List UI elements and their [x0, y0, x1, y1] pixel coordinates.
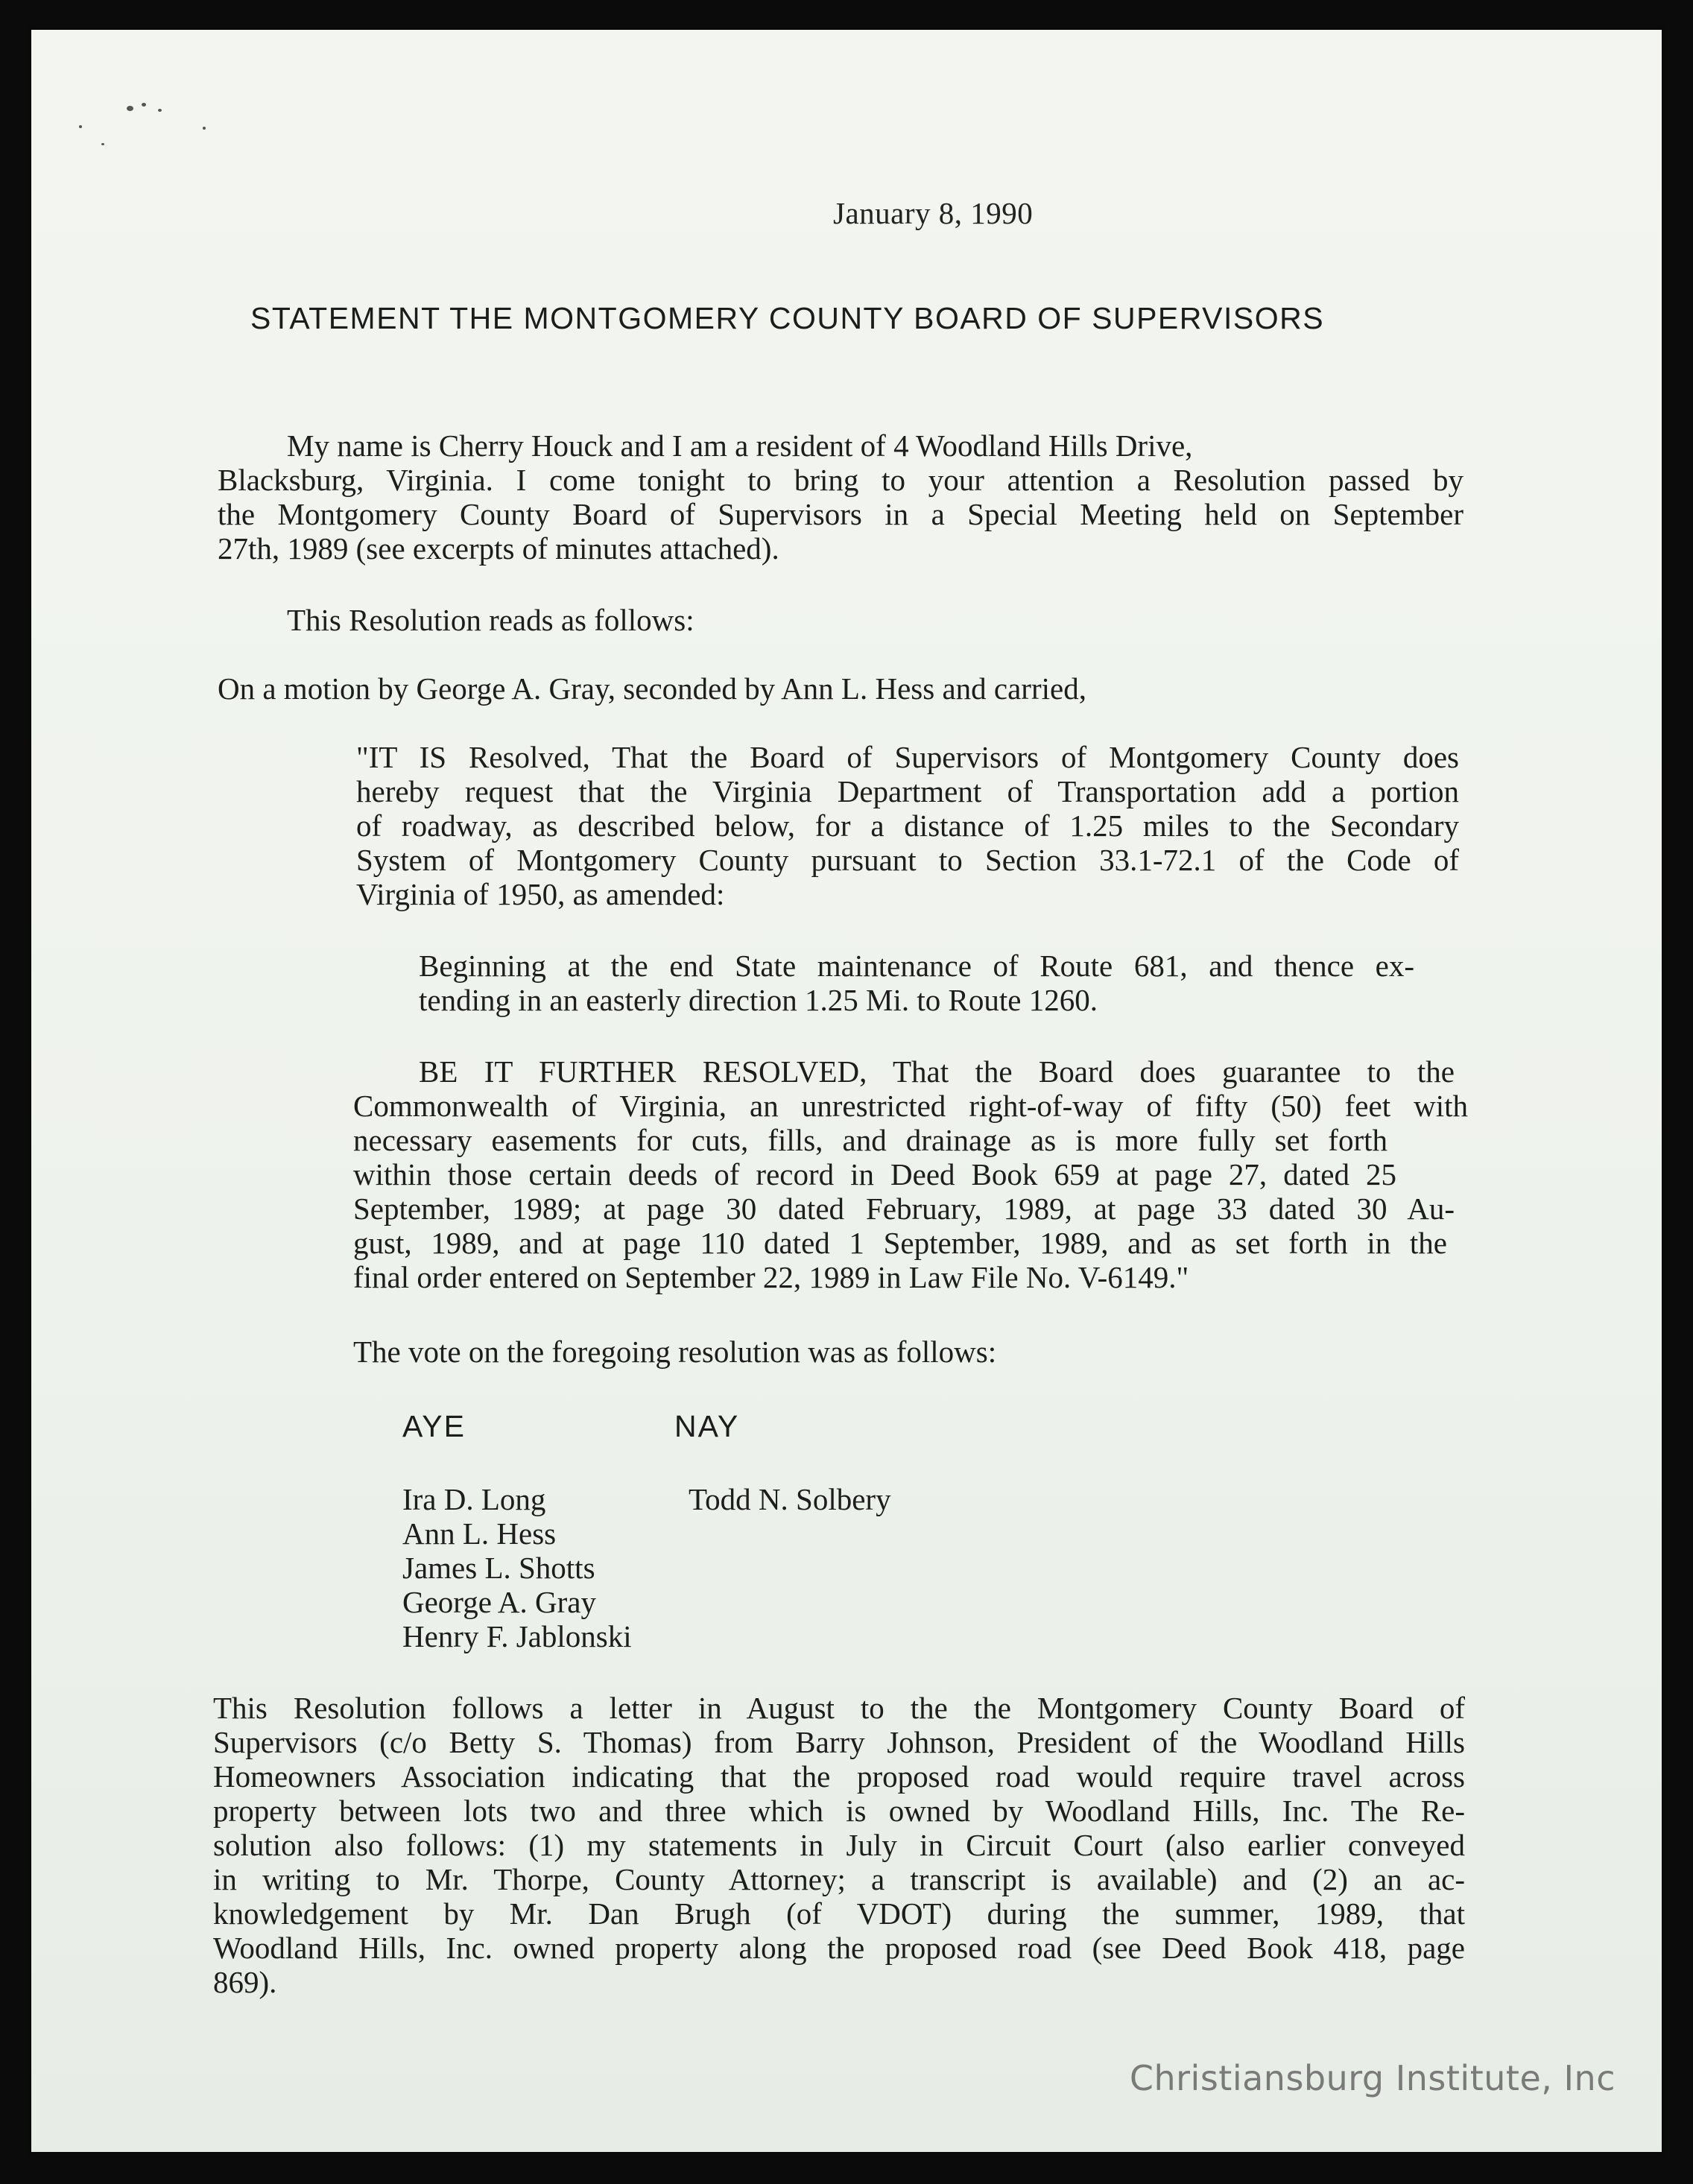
- paper-speck: [79, 125, 82, 128]
- document-date: January 8, 1990: [833, 196, 1034, 230]
- paper-speck: [127, 106, 133, 111]
- aye-voter: George A. Gray: [402, 1585, 596, 1619]
- intro-line: My name is Cherry Houck and I am a resident of 4 Woodland Hills Drive,: [287, 428, 1193, 463]
- intro-line: the Montgomery County Board of Supervisors in a Special Meeting held on September: [218, 497, 1463, 531]
- closing-line: Supervisors (c/o Betty S. Thomas) from Barry Johnson, President of the Woodland Hills: [213, 1725, 1465, 1759]
- watermark: Christiansburg Institute, Inc: [1129, 2058, 1616, 2098]
- beginning-line: Beginning at the end State maintenance of Route 681, and thence ex-: [419, 949, 1414, 983]
- nay-header: NAY: [674, 1409, 740, 1443]
- nay-voter: Todd N. Solbery: [689, 1482, 891, 1516]
- closing-line: in writing to Mr. Thorpe, County Attorney; a transcript is available) and (2) an ac-: [213, 1862, 1465, 1896]
- closing-line: solution also follows: (1) my statements in July in Circuit Court (also earlier conveyed: [213, 1828, 1465, 1862]
- closing-line: knowledgement by Mr. Dan Brugh (of VDOT) during the summer, 1989, that: [213, 1896, 1465, 1931]
- resolution-line: System of Montgomery County pursuant to Section 33.1-72.1 of the Code of: [356, 843, 1459, 877]
- paper-speck: [203, 127, 206, 130]
- closing-line: 869).: [213, 1965, 277, 1999]
- intro-line: 27th, 1989 (see excerpts of minutes attached).: [218, 531, 779, 566]
- paper-speck: [158, 109, 162, 112]
- further-line: within those certain deeds of record in Deed Book 659 at page 27, dated 25: [353, 1157, 1396, 1191]
- aye-voter: Henry F. Jablonski: [402, 1619, 632, 1653]
- beginning-line: tending in an easterly direction 1.25 Mi. to Route 1260.: [419, 983, 1098, 1017]
- closing-line: Woodland Hills, Inc. owned property along the proposed road (see Deed Book 418, page: [213, 1931, 1465, 1965]
- resolution-line: of roadway, as described below, for a distance of 1.25 miles to the Secondary: [356, 808, 1459, 843]
- aye-voter: Ira D. Long: [402, 1482, 546, 1516]
- aye-header: AYE: [402, 1409, 466, 1443]
- further-line: BE IT FURTHER RESOLVED, That the Board does guarantee to the: [419, 1054, 1455, 1089]
- further-line: necessary easements for cuts, fills, and drainage as is more fully set forth: [353, 1123, 1387, 1157]
- intro-line: Blacksburg, Virginia. I come tonight to bring to your attention a Resolution passed by: [218, 463, 1463, 497]
- reads-as-follows: This Resolution reads as follows:: [287, 603, 694, 637]
- further-line: final order entered on September 22, 1989 in Law File No. V-6149.": [353, 1260, 1189, 1294]
- further-line: gust, 1989, and at page 110 dated 1 September, 1989, and as set forth in the: [353, 1226, 1447, 1260]
- aye-voter: Ann L. Hess: [402, 1516, 557, 1551]
- aye-voter: James L. Shotts: [402, 1551, 595, 1585]
- closing-line: This Resolution follows a letter in August to the the Montgomery County Board of: [213, 1691, 1465, 1725]
- closing-line: Homeowners Association indicating that the proposed road would require travel across: [213, 1759, 1465, 1794]
- paper-speck: [142, 103, 146, 107]
- closing-line: property between lots two and three which is owned by Woodland Hills, Inc. The Re-: [213, 1794, 1465, 1828]
- resolution-line: Virginia of 1950, as amended:: [356, 877, 725, 911]
- further-line: September, 1989; at page 30 dated February, 1989, at page 33 dated 30 Au-: [353, 1191, 1455, 1226]
- motion-text: On a motion by George A. Gray, seconded by Ann L. Hess and carried,: [218, 671, 1086, 706]
- resolution-line: hereby request that the Virginia Department of Transportation add a portion: [356, 774, 1459, 808]
- document-title: STATEMENT THE MONTGOMERY COUNTY BOARD OF SUPERVISORS: [250, 301, 1325, 335]
- resolution-line: "IT IS Resolved, That the Board of Supervisors of Montgomery County does: [356, 740, 1459, 774]
- vote-intro: The vote on the foregoing resolution was as follows:: [353, 1335, 997, 1369]
- further-line: Commonwealth of Virginia, an unrestricted right-of-way of fifty (50) feet with: [353, 1089, 1468, 1123]
- paper-speck: [101, 143, 104, 145]
